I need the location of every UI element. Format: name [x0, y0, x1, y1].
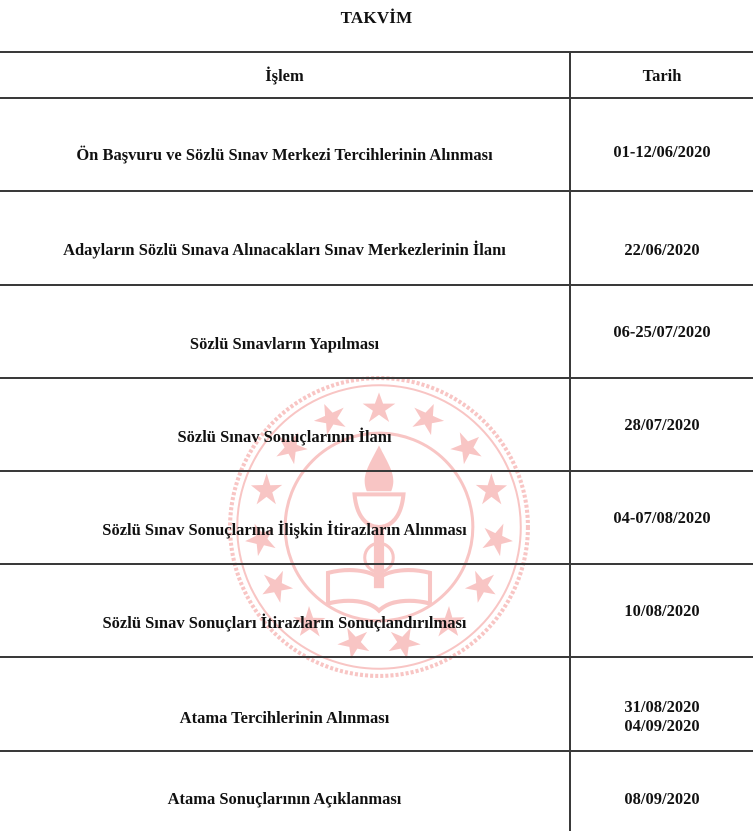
- table-row-process: Sözlü Sınav Sonuçlarına İlişkin İtirazların Alınması: [102, 520, 467, 539]
- table-row-date: 06-25/07/2020: [613, 322, 711, 341]
- header-date-label: Tarih: [642, 65, 682, 85]
- table-row-process: Adayların Sözlü Sınava Alınacakları Sınav Merkezlerinin İlanı: [63, 239, 506, 259]
- table-row-date: 28/07/2020: [624, 415, 700, 434]
- table-row-process: Atama Tercihlerinin Alınması: [179, 707, 390, 727]
- table-row-date: 31/08/2020 04/09/2020: [624, 697, 700, 735]
- page-title: TAKVİM: [340, 8, 413, 27]
- table-row-process: Ön Başvuru ve Sözlü Sınav Merkezi Tercihlerinin Alınması: [76, 145, 493, 164]
- table-row-date: 04-07/08/2020: [613, 508, 711, 527]
- table-row-date: 08/09/2020: [624, 788, 700, 808]
- table-row-date: 01-12/06/2020: [613, 142, 711, 161]
- table-row-process: Sözlü Sınavların Yapılması: [189, 334, 380, 353]
- table-row-process: Atama Sonuçlarının Açıklanması: [167, 788, 402, 808]
- table-row-process: Sözlü Sınav Sonuçlarının İlanı: [177, 427, 392, 446]
- header-date: [571, 53, 753, 97]
- table-row-process: Sözlü Sınav Sonuçları İtirazların Sonuçlandırılması: [102, 613, 467, 632]
- table-row-date: 22/06/2020: [624, 239, 700, 259]
- header-process: [0, 53, 569, 97]
- header-process-label: İşlem: [265, 65, 304, 85]
- table-row-date: 10/08/2020: [624, 601, 700, 620]
